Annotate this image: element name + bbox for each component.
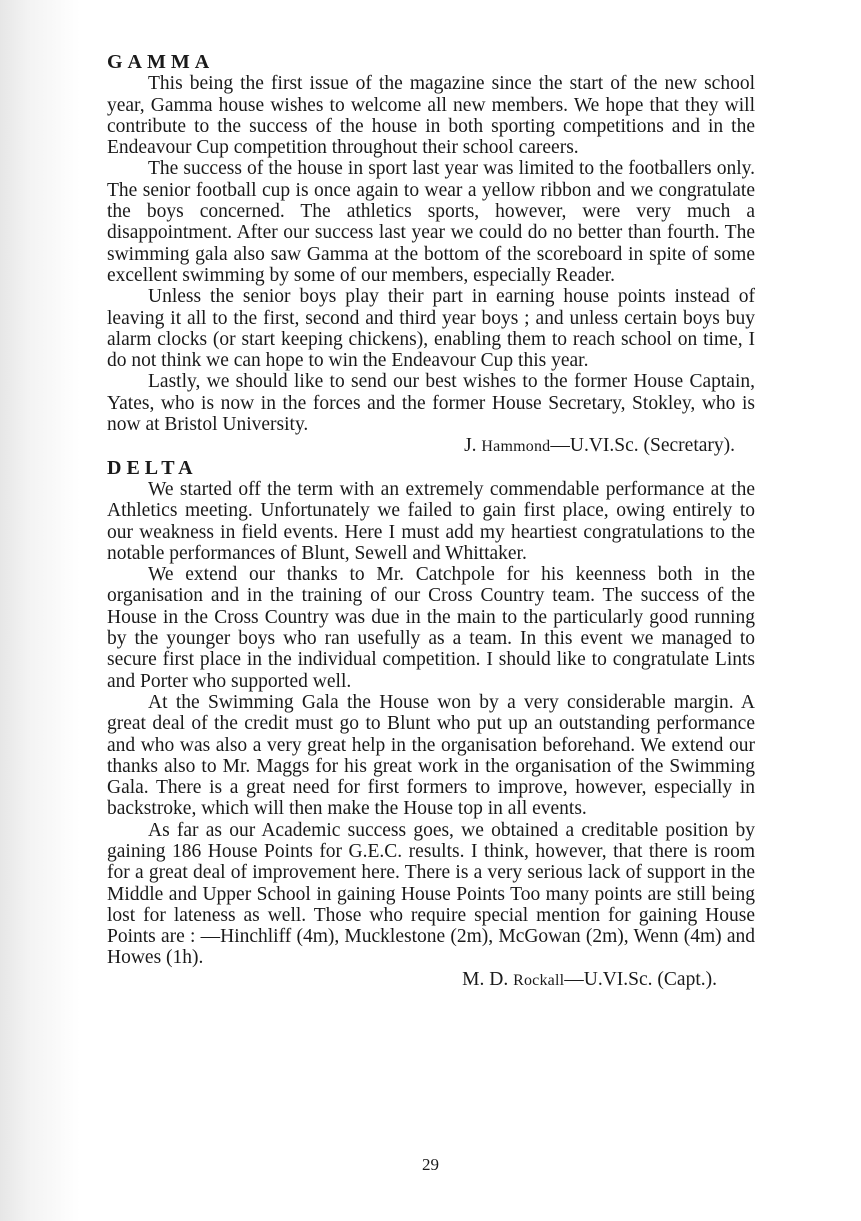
- gamma-signature-initial: J.: [464, 435, 482, 457]
- gamma-paragraph-2: The success of the house in sport last year was limited to the footballers only. The senior football cup is once again to wear a yellow ribbon and we congratulate the boys concerned. The athletics sports, however, were very much a disappointment. After our success last year we could do no better than fourth. The swimming gala also saw Gamma at the bottom of the scoreboard in spite of some excellent swimming by some of our members, especially Reader.: [107, 158, 755, 286]
- gamma-paragraph-4: Lastly, we should like to send our best wishes to the former House Captain, Yates, who is now in the forces and the former House Secretary, Stokley, who is now at Bristol University.: [107, 371, 755, 436]
- delta-paragraph-2: We extend our thanks to Mr. Catchpole for his keenness both in the organisation and in the training of our Cross Country team. The success of the House in the Cross Country was due in the main to the particularly good running by the younger boys who ran usefully as a team. In this event we managed to secure first place in the individual competition. I should like to congratulate Lints and Porter who supported well.: [107, 564, 755, 692]
- gamma-heading: GAMMA: [107, 51, 215, 73]
- delta-signature-name: Rockall: [513, 971, 565, 989]
- page-number: 29: [422, 1155, 439, 1174]
- delta-section: [107, 458, 755, 991]
- delta-signature-suffix: —U.VI.Sc. (Capt.).: [564, 968, 717, 990]
- gamma-signature: [107, 435, 755, 457]
- delta-signature-initial: M. D.: [462, 968, 514, 990]
- delta-paragraph-4: As far as our Academic success goes, we obtained a creditable position by gaining 186 House Points for G.E.C. results. I think, however, that there is room for a great deal of improvement here. There is a very serious lack of support in the Middle and Upper School in gaining House Points Too many points are still being lost for lateness as well. Those who require special mention for gaining House Points are : —Hinchliff (4m), Mucklestone (2m), McGowan (2m), Wenn (4m) and Howes (1h).: [107, 819, 755, 969]
- gamma-signature-suffix: —U.VI.Sc. (Secretary).: [550, 435, 735, 457]
- delta-heading: DELTA: [107, 456, 198, 479]
- binding-shadow: [0, 0, 80, 1221]
- gamma-section: [107, 52, 755, 458]
- delta-signature: [107, 969, 755, 991]
- article-column: [107, 52, 755, 991]
- delta-paragraph-3: At the Swimming Gala the House won by a very considerable margin. A great deal of the credit must go to Blunt who put up an outstanding performance and who was also a very great help in the organisation beforehand. We extend our thanks also to Mr. Maggs for his great work in the organisation of the Swimming Gala. There is a great need for first formers to improve, however, especially in backstroke, which will then make the House top in all events.: [107, 691, 755, 820]
- delta-paragraph-1: We started off the term with an extremely commendable performance at the Athletics meeting. Unfortunately we failed to gain first place, owing entirely to our weakness in field events. Here I must add my heartiest congratulations to the notable performances of Blunt, Sewell and Whittaker.: [107, 478, 755, 564]
- gamma-paragraph-3: Unless the senior boys play their part in earning house points instead of leaving it all to the first, second and third year boys ; and unless certain boys buy alarm clocks (or start keeping chickens), enabling them to reach school on time, I do not think we can hope to win the Endeavour Cup this year.: [107, 286, 755, 372]
- gamma-signature-name: Hammond: [481, 438, 551, 456]
- gamma-paragraph-1: This being the first issue of the magazine since the start of the new school year, Gamma house wishes to welcome all new members. We hope that they will contribute to the success of the house in both sporting competitions and in the Endeavour Cup competition throughout their school careers.: [107, 73, 755, 159]
